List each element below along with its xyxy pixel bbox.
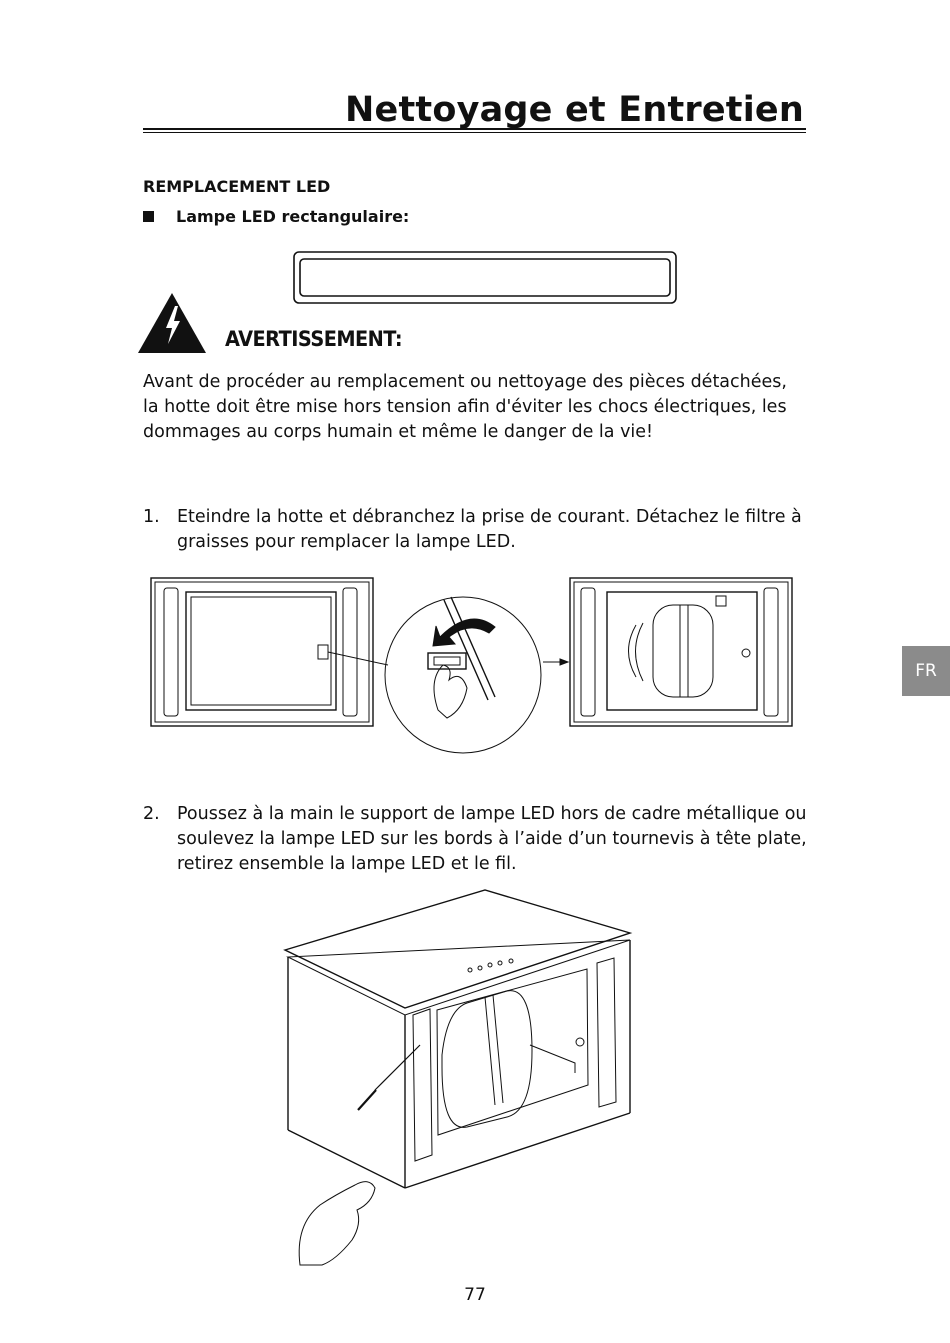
led-lamp-illustration [293,251,677,305]
step-text: Eteindre la hotte et débranchez la prise de courant. Détachez le filtre à graisses pour remplacer la lampe LED. [177,507,802,552]
title-rule-thin [143,132,806,133]
step-2 [143,802,808,877]
page-number: 77 [464,1285,486,1305]
step-number: 1. [143,507,160,527]
step-1 [143,505,808,555]
hood-led-removal-illustration [270,885,650,1275]
step-text: Poussez à la main le support de lampe LED hors de cadre métallique ou soulevez la lampe LED sur les bords à l’aide d’un tournevis à tête plate, retirez ensemble la lampe LED et le fil. [177,804,807,874]
step-number: 2. [143,804,160,824]
bullet-item [143,207,409,226]
warning-text: Avant de procéder au remplacement ou nettoyage des pièces détachées, la hotte doit être mise hors tension afin d'éviter les chocs électriques, les dommages au corps humain et même le danger de la vie! [143,372,787,442]
bullet-label: Lampe LED rectangulaire: [176,207,410,226]
bullet-square-icon [143,211,154,222]
page-title: Nettoyage et Entretien [345,90,804,130]
language-tab-label: FR [915,661,937,681]
warning-lightning-icon [137,292,207,354]
section-heading: REMPLACEMENT LED [143,177,331,196]
warning-heading: AVERTISSEMENT: [225,327,403,351]
filter-removal-illustration [148,575,798,755]
title-rule-thick [143,128,806,130]
language-tab [902,646,950,696]
